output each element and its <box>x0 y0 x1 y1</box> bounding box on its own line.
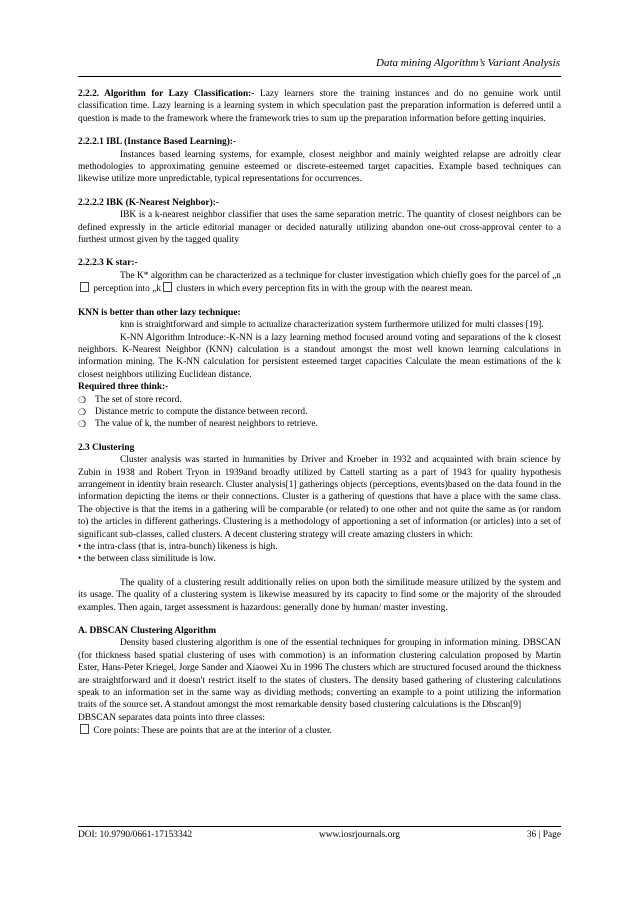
paragraph: IBK is a k-nearest neighbor classifier that uses the same separation metric. The quantity of closest neighbors can be defined expressly in the article editorial manager or decided naturally utilizing abandon one-out cross-approval center to a furthest utmost given by the tagged quality <box>78 210 561 246</box>
paragraph-line: DBSCAN separates data points into three classes: <box>78 712 265 723</box>
text-span: The K* algorithm can be characterized as a technique for cluster investigation which chiefly goes for the parcel of „n <box>120 270 561 281</box>
missing-glyph-icon <box>163 282 172 292</box>
missing-glyph-icon <box>80 282 89 292</box>
section-heading: 2.3 Clustering <box>78 442 135 453</box>
bullet-icon: ❍ <box>78 394 87 405</box>
paragraph: Density based clustering algorithm is one of the essential techniques for grouping in information mining. DBSCAN (for thickness based spatial clustering of uses with commotion) is an information clustering calculation proposed by Martin Ester, Hans-Peter Kriegel, Jorge Sander and Xiaowei Xu in 1996 The clusters which are structured focused around the thickness are straightforward and it doesn't restrict itself to the states of clusters. The density based gathering of clustering calculations speak to an information set in the same way as dividing methods; converting an example to a point utilizing the information traits of the source set. A standout amongst the most remarkable density based clustering calculations is the Dbscan[9] <box>78 638 561 711</box>
list-item <box>78 418 561 430</box>
section-heading: A. DBSCAN Clustering Algorithm <box>78 626 217 637</box>
paragraph <box>78 270 561 296</box>
page-footer <box>78 830 561 840</box>
list-item-text: Distance metric to compute the distance between record. <box>95 406 308 417</box>
list-item <box>78 406 561 418</box>
subheading: Required three think:- <box>78 382 169 393</box>
paragraph: Instances based learning systems, for example, closest neighbor and mainly weighted relapse are adroitly clear methodologies to approximating genuine esteemed or discrete-esteemed target capacities. Example based techniques can likewise utilize more unpredictable, typical representations for occurrences. <box>78 149 561 185</box>
text-span: Core points: These are points that are at the interior of a cluster. <box>91 726 332 737</box>
paragraph-line <box>78 724 561 737</box>
list-item <box>78 394 561 406</box>
footer-page-number: 36 | Page <box>526 830 561 840</box>
header-rule <box>78 76 561 77</box>
text-span: clusters in which every perception fits in with the group with the nearest mean. <box>174 284 473 295</box>
section-heading: KNN is better than other lazy technique: <box>78 307 241 318</box>
section-heading: 2.2.2.3 K star:- <box>78 258 138 269</box>
section-heading: 2.2.2. Algorithm for Lazy Classification:- <box>78 89 255 99</box>
running-head: Data mining Algorithm’s Variant Analysis <box>376 57 560 69</box>
bullet-icon: ❍ <box>78 419 87 430</box>
bullet-icon: ❍ <box>78 406 87 417</box>
section-lazy-classification <box>78 88 561 125</box>
article-body <box>78 88 561 738</box>
paragraph: Cluster analysis was started in humanities by Driver and Kroeber in 1932 and acquainted with brain science by Zubin in 1938 and Robert Tryon in 1939and broadly utilized by Cattell starting as a part of 1943 for quality hypothesis arrangement in identity brain research. Cluster analysis[1] gatherings objects (perceptions, events)based on the data found in the information depicting the items or their connections. Cluster is a gathering of questions that have a place with the same class. The objective is that the items in a gathering will be comparable (or related) to one other and not quite the same as (or random to) the articles in different gatherings. Clustering is a methodology of apportioning a set of information (or articles) into a set of significant sub-classes, called clusters. A decent clustering strategy will create amazing clusters in which: <box>78 455 561 540</box>
list-item-text: The set of store record. <box>95 394 182 405</box>
section-heading: 2.2.2.2 IBK (K-Nearest Neighbor):- <box>78 197 219 208</box>
footer-website: www.iosrjournals.org <box>318 830 400 840</box>
missing-glyph-icon <box>80 724 89 734</box>
bullet-line: • the intra-class (that is, intra-bunch) likeness is high. <box>78 542 278 552</box>
footer-rule <box>78 826 561 827</box>
paragraph: K-NN Algorithm Introduce:-K-NN is a lazy learning method focused around voting and separations of the k closest neighbors. K-Nearest Neighbor (KNN) calculation is a standout amongst the most well known learning calculations in information mining. The K-NN calculation for persistent esteemed target capacities Calculate the mean estimations of the k closest neighbors utilizing Euclidean distance. <box>78 332 561 380</box>
list-item-text: The value of k, the number of nearest neighbors to retrieve. <box>95 419 318 430</box>
paragraph: knn is straightforward and simple to actualize characterization system furthermore utilized for multi classes [19]. <box>120 320 544 331</box>
section-heading: 2.2.2.1 IBL (Instance Based Learning):- <box>78 137 237 148</box>
bullet-line: • the between class similitude is low. <box>78 554 216 565</box>
text-span: perception into „k <box>91 284 162 295</box>
footer-doi: DOI: 10.9790/0661-17153342 <box>78 830 193 840</box>
paragraph: Lazy learners store the training instances and do no genuine work until classification time. Lazy learning is a learning system in which speculation past the preparation information is deferred until a question is made to the framework where the framework tries to sum up the preparation information before getting inquiries. <box>78 89 561 124</box>
paragraph: The quality of a clustering result additionally relies on upon both the similitude measure utilized by the system and its usage. The quality of a clustering system is likewise measured by its capacity to find some or the majority of the shrouded examples. Then again, target assessment is hazardous: generally done by human/ master investing. <box>78 577 561 613</box>
